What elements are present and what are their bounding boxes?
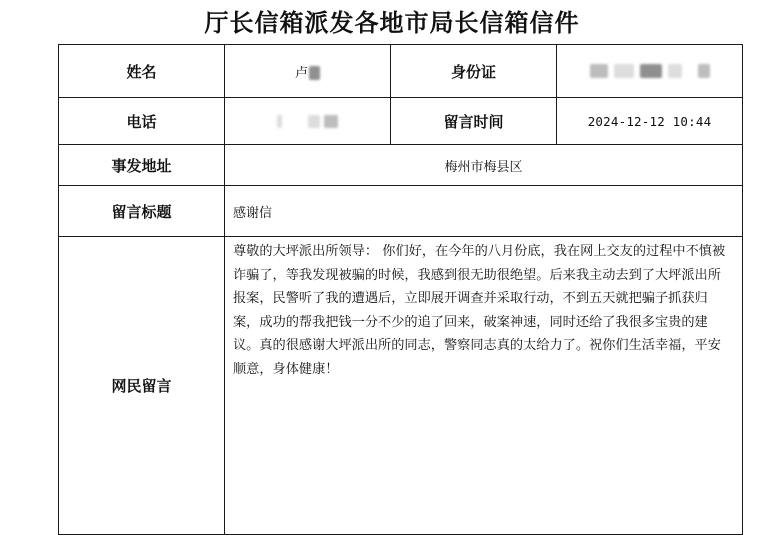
id-redaction-3	[640, 64, 662, 78]
id-label: 身份证	[391, 45, 557, 98]
name-redaction	[309, 66, 320, 80]
phone-redaction-1	[277, 115, 282, 128]
id-redaction-1	[590, 64, 608, 78]
id-redaction-2	[614, 64, 634, 78]
address-label: 事发地址	[59, 145, 225, 186]
address-value: 梅州市梅县区	[225, 145, 743, 186]
row-subject	[59, 186, 743, 237]
row-address	[59, 145, 743, 186]
time-label: 留言时间	[391, 98, 557, 145]
phone-cell	[225, 98, 391, 145]
time-value: 2024-12-12 10:44	[557, 98, 743, 145]
name-label: 姓名	[59, 45, 225, 98]
row-phone-time	[59, 98, 743, 145]
subject-value: 感谢信	[225, 186, 743, 237]
document-title: 厅长信箱派发各地市局长信箱信件	[204, 8, 580, 37]
message-label: 网民留言	[59, 237, 225, 535]
phone-redaction-2	[308, 115, 320, 128]
phone-label: 电话	[59, 98, 225, 145]
letter-form-table	[58, 44, 743, 535]
row-name-id	[59, 45, 743, 98]
phone-redaction-3	[324, 115, 338, 128]
name-cell	[225, 45, 391, 98]
name-value: 卢	[294, 65, 308, 81]
id-cell	[557, 45, 743, 98]
id-redaction-5	[698, 64, 710, 78]
message-cell	[225, 237, 743, 535]
row-message	[59, 237, 743, 535]
id-redaction-4	[668, 64, 682, 78]
subject-label: 留言标题	[59, 186, 225, 237]
message-text: 尊敬的大坪派出所领导： 你们好，在今年的八月份底，我在网上交友的过程中不慎被诈骗了，等我发现被骗的时候，我感到很无助很绝望。后来我主动去到了大坪派出所报案，民警听了我的遭遇后，立即展开调查并采取行动，不到五天就把骗子抓获归案，成功的帮我把钱一分不少的追了回来，破案神速，同时还给了我很多宝贵的建议。真的很感谢大坪派出所的同志，警察同志真的太给力了。祝你们生活幸福，平安顺意，身体健康！	[233, 244, 726, 377]
